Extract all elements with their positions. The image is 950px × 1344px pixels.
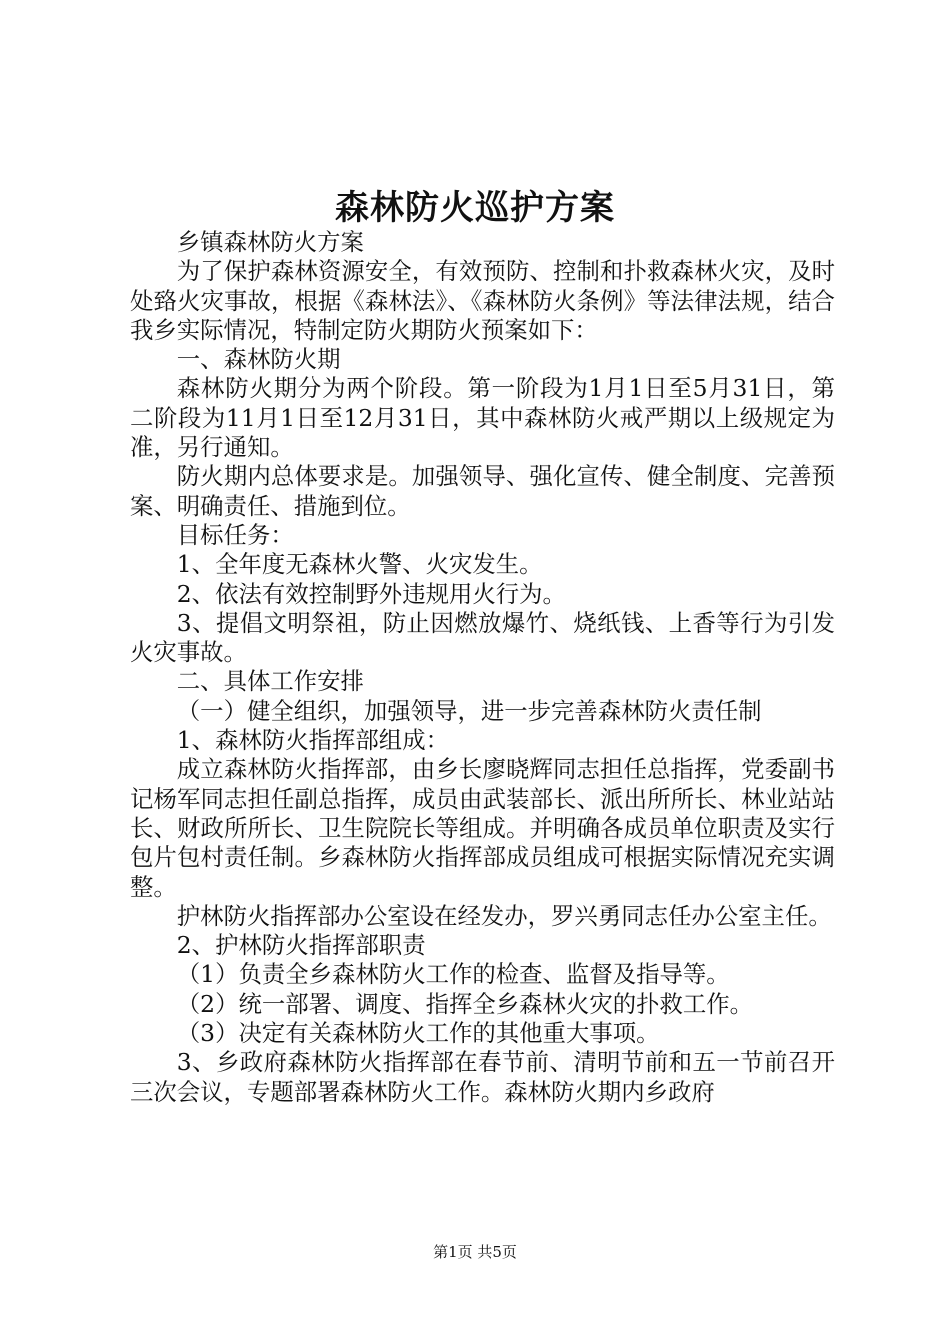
paragraph: 防火期内总体要求是。加强领导、强化宣传、健全制度、完善预案、明确责任、措施到位。 <box>130 462 835 520</box>
paragraph: 乡镇森林防火方案 <box>176 228 364 256</box>
paragraph: 为了保护森林资源安全，有效预防、控制和扑救森林火灾，及时处臵火灾事故，根据《森林法》、《森林防火条例》等法律法规，结合我乡实际情况，特制定防火期防火预案如下： <box>130 257 835 344</box>
list-item: 2、依法有效控制野外违规用火行为。 <box>176 579 566 608</box>
document-title: 森林防火巡护方案 <box>335 188 615 228</box>
paragraph: 成立森林防火指挥部，由乡长廖晓辉同志担任总指挥，党委副书记杨军同志担任副总指挥，成员由武装部长、派出所所长、林业站站长、财政所所长、卫生院院长等组成。并明确各成员单位职责及实行包片包村责任制。乡森林防火指挥部成员组成可根据实际情况充实调整。 <box>130 755 835 901</box>
paragraph: 3、乡政府森林防火指挥部在春节前、清明节前和五一节前召开三次会议，专题部署森林防火工作。森林防火期内乡政府 <box>130 1048 835 1106</box>
section-heading: 一、森林防火期 <box>176 345 341 374</box>
page-footer: 第1页 共5页 <box>433 1243 517 1261</box>
section-heading: 二、具体工作安排 <box>176 667 364 696</box>
list-item: 3、提倡文明祭祖，防止因燃放爆竹、烧纸钱、上香等行为引发火灾事故。 <box>130 608 835 667</box>
document-body <box>130 228 835 1107</box>
subsection-heading: （一）健全组织，加强领导，进一步完善森林防火责任制 <box>176 696 762 725</box>
list-item: （3）决定有关森林防火工作的其他重大事项。 <box>176 1019 660 1048</box>
paragraph: 目标任务： <box>176 520 294 549</box>
list-item: 1、森林防火指挥部组成： <box>176 726 449 755</box>
list-item: 1、全年度无森林火警、火灾发生。 <box>176 550 543 579</box>
list-item: （1）负责全乡森林防火工作的检查、监督及指导等。 <box>176 960 730 989</box>
paragraph: 护林防火指挥部办公室设在经发办，罗兴勇同志任办公室主任。 <box>176 901 832 930</box>
paragraph: 森林防火期分为两个阶段。第一阶段为1月1日至5月31日，第二阶段为11月1日至12月31日，其中森林防火戒严期以上级规定为准，另行通知。 <box>130 374 835 462</box>
list-item: （2）统一部署、调度、指挥全乡森林火灾的扑救工作。 <box>176 989 754 1018</box>
list-item: 2、护林防火指挥部职责 <box>176 931 426 960</box>
